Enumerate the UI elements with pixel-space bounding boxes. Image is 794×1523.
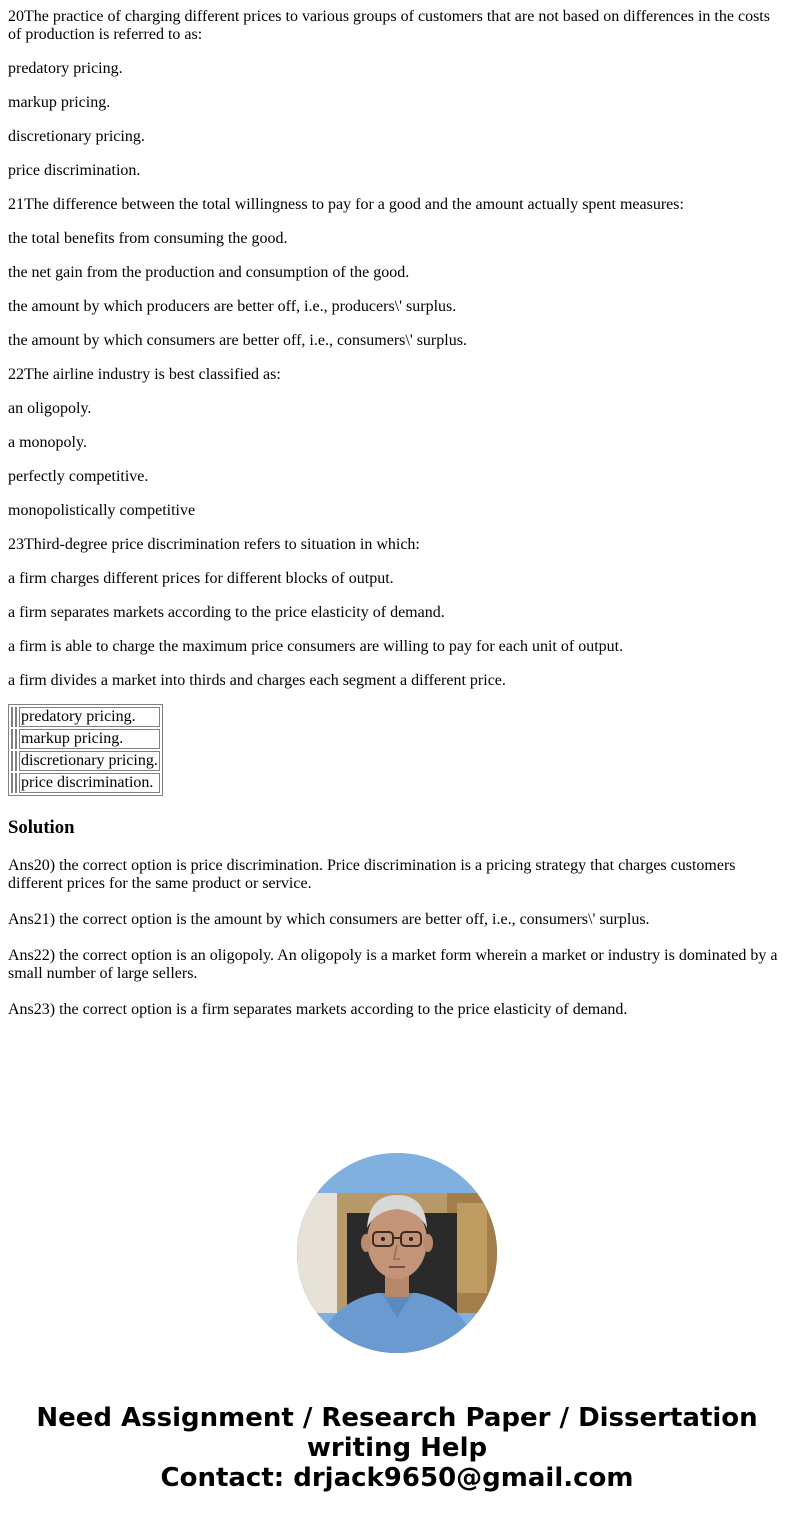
answer-23: Ans23) the correct option is a firm separates markets according to the price elasticity of demand.	[8, 1001, 628, 1018]
option: the total benefits from consuming the good.	[8, 230, 288, 247]
options-table	[8, 704, 163, 796]
question-23	[8, 536, 786, 690]
question-text: 21The difference between the total willingness to pay for a good and the amount actually spent measures:	[8, 196, 684, 213]
question-22	[8, 366, 786, 520]
answer-22: Ans22) the correct option is an oligopoly. An oligopoly is a market form wherein a market or industry is dominated by a small number of large sellers.	[8, 947, 778, 982]
footer-contact: Contact: drjack9650@gmail.com	[160, 1463, 634, 1493]
table-row	[11, 707, 160, 727]
option: the amount by which consumers are better off, i.e., consumers\' surplus.	[8, 332, 467, 349]
portrait-image	[297, 1153, 497, 1353]
question-text: 23Third-degree price discrimination refers to situation in which:	[8, 536, 420, 553]
question-20	[8, 0, 786, 180]
option: markup pricing.	[8, 94, 111, 111]
option: monopolistically competitive	[8, 502, 196, 519]
table-cell-option: price discrimination.	[19, 773, 160, 793]
option: a monopoly.	[8, 434, 87, 451]
question-text: 22The airline industry is best classified as:	[8, 366, 281, 383]
table-cell-empty	[11, 707, 13, 727]
option: predatory pricing.	[8, 60, 123, 77]
option: perfectly competitive.	[8, 468, 149, 485]
answer-20: Ans20) the correct option is price discrimination. Price discrimination is a pricing strategy that charges customers different prices for the same product or service.	[8, 857, 736, 892]
table-row	[11, 751, 160, 771]
answers	[8, 857, 786, 1019]
table-cell-empty	[15, 729, 17, 749]
table-cell-option: discretionary pricing.	[21, 752, 158, 769]
table-cell-option: predatory pricing.	[19, 707, 160, 727]
option: the amount by which producers are better off, i.e., producers\' surplus.	[8, 298, 457, 315]
footer-line-2: writing Help	[306, 1433, 488, 1463]
table-cell-empty	[15, 773, 17, 793]
option: a firm charges different prices for different blocks of output.	[8, 570, 394, 587]
option: a firm divides a market into thirds and charges each segment a different price.	[8, 672, 506, 689]
solution-heading: Solution	[8, 817, 75, 838]
option: a firm separates markets according to the price elasticity of demand.	[8, 604, 445, 621]
table-row	[11, 773, 160, 793]
table-cell-option: markup pricing.	[19, 729, 160, 749]
table-cell-empty	[11, 751, 13, 771]
question-21	[8, 196, 786, 350]
avatar	[297, 1153, 497, 1353]
table-row	[11, 729, 160, 749]
document-body	[8, 0, 786, 1019]
footer-banner	[0, 1403, 794, 1493]
answer-21: Ans21) the correct option is the amount by which consumers are better off, i.e., consumers\' surplus.	[8, 911, 650, 928]
option: price discrimination.	[8, 162, 141, 179]
option: a firm is able to charge the maximum price consumers are willing to pay for each unit of output.	[8, 638, 624, 655]
table-cell-empty	[15, 751, 17, 771]
option: the net gain from the production and consumption of the good.	[8, 264, 410, 281]
footer-line-1: Need Assignment / Research Paper / Dissertation	[36, 1403, 758, 1433]
table-cell-empty	[15, 707, 17, 727]
question-text: 20The practice of charging different prices to various groups of customers that are not based on differences in the costs of production is referred to as:	[8, 8, 770, 43]
table-cell-empty	[11, 729, 13, 749]
table-cell-empty	[11, 773, 13, 793]
option: discretionary pricing.	[8, 128, 145, 145]
option: an oligopoly.	[8, 400, 92, 417]
